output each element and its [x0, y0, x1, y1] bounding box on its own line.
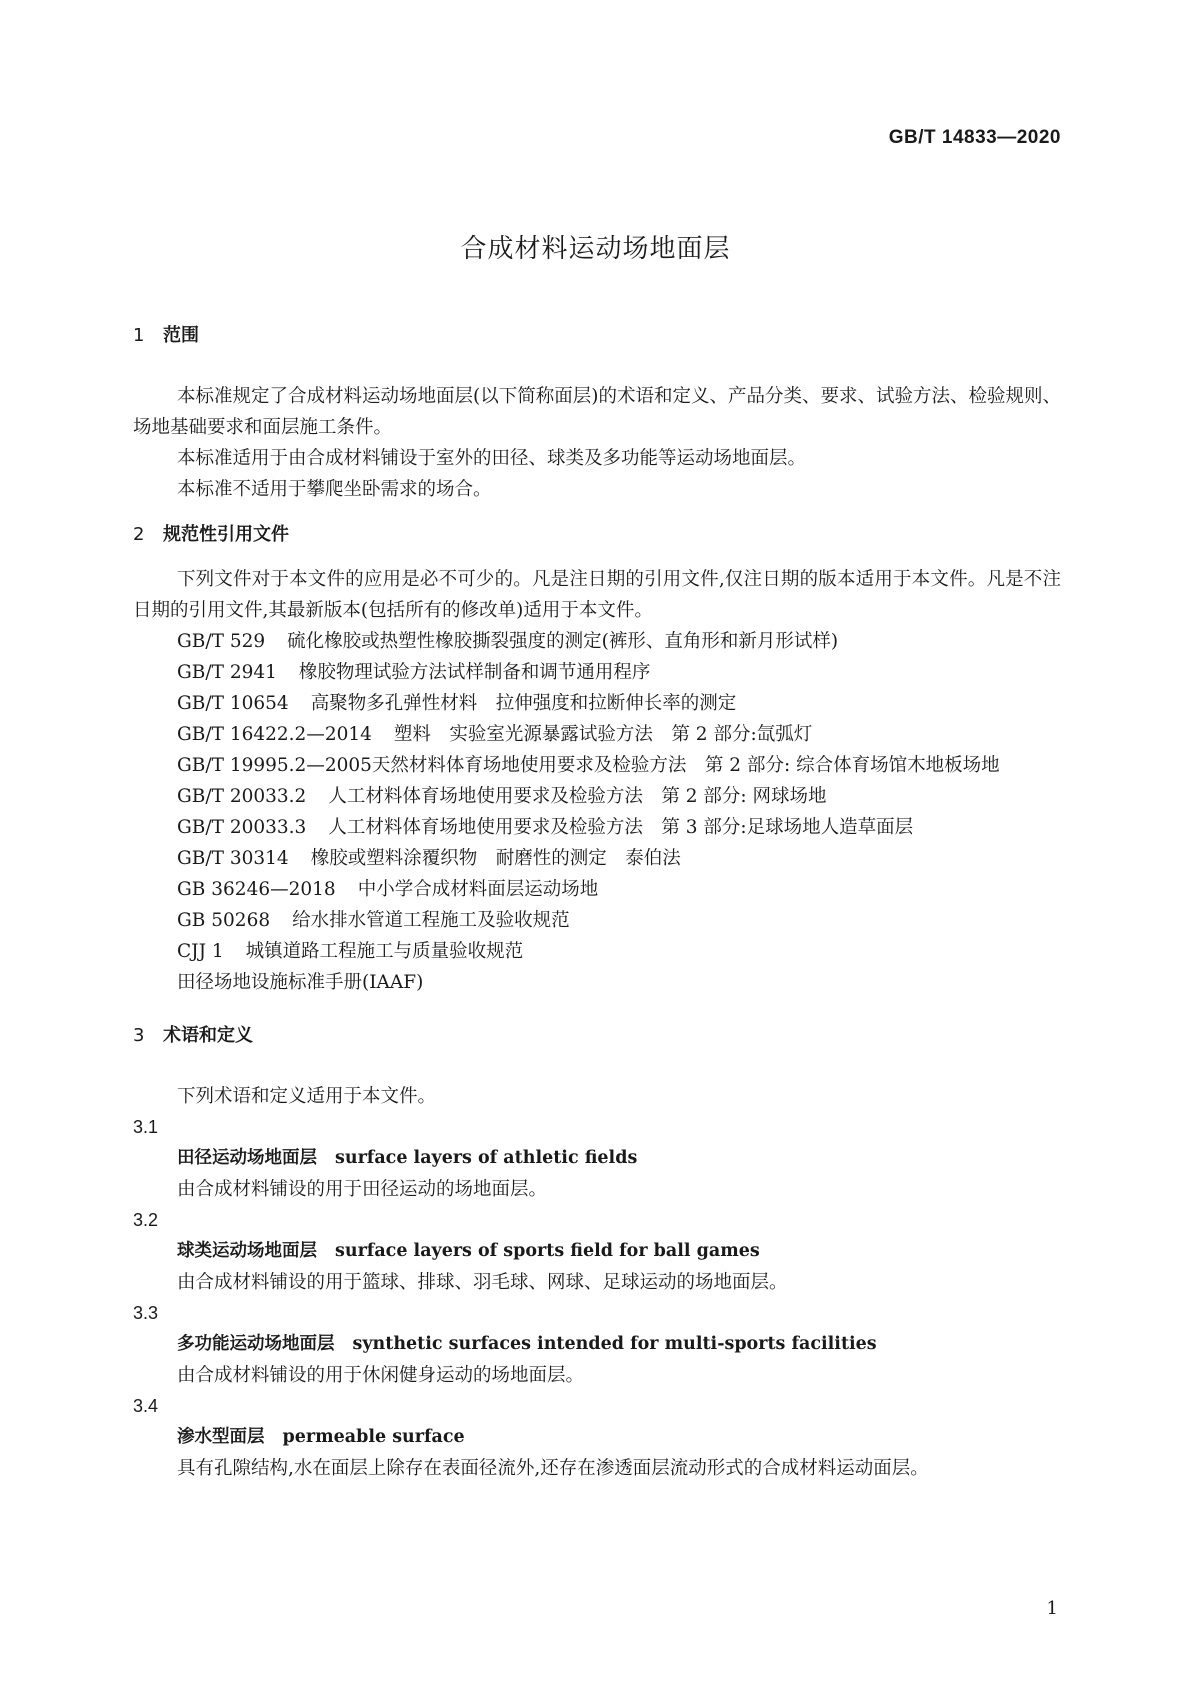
reference-item [133, 905, 1061, 936]
term-name [133, 1236, 1061, 1267]
term-zh: 球类运动场地面层 [177, 1241, 317, 1261]
reference-title: 城镇道路工程施工与质量验收规范 [245, 941, 524, 962]
reference-code: GB/T 10654 [177, 693, 289, 714]
reference-title: 塑料 实验室光源暴露试验方法 第 2 部分:氙弧灯 [393, 724, 813, 745]
paragraph: 本标准规定了合成材料运动场地面层(以下简称面层)的术语和定义、产品分类、要求、试验方法、检验规则、场地基础要求和面层施工条件。 [133, 386, 1061, 438]
reference-item [133, 843, 1061, 874]
reference-title: 人工材料体育场地使用要求及检验方法 第 3 部分:足球场地人造草面层 [328, 817, 914, 838]
reference-title: 橡胶或塑料涂覆织物 耐磨性的测定 泰伯法 [310, 848, 681, 869]
section-heading-scope [133, 320, 1061, 351]
reference-item [133, 750, 1061, 781]
term-definition: 由合成材料铺设的用于篮球、排球、羽毛球、网球、足球运动的场地面层。 [177, 1272, 788, 1293]
reference-item [133, 688, 1061, 719]
reference-title: 给水排水管道工程施工及验收规范 [292, 910, 570, 931]
term-zh: 渗水型面层 [177, 1427, 265, 1447]
term-definition: 由合成材料铺设的用于休闲健身运动的场地面层。 [177, 1365, 585, 1386]
reference-title: 人工材料体育场地使用要求及检验方法 第 2 部分: 网球场地 [328, 786, 827, 807]
reference-code: CJJ 1 [177, 941, 224, 962]
section-title: 范围 [163, 325, 199, 346]
paragraph: 下列术语和定义适用于本文件。 [177, 1086, 437, 1107]
reference-item [133, 812, 1061, 843]
reference-item [133, 936, 1061, 967]
term-definition: 由合成材料铺设的用于田径运动的场地面层。 [177, 1179, 548, 1200]
paragraph: 本标准不适用于攀爬坐卧需求的场合。 [177, 479, 492, 500]
term-en: permeable surface [282, 1427, 465, 1447]
reference-code: GB/T 20033.2 [177, 786, 307, 807]
reference-title: 高聚物多孔弹性材料 拉伸强度和拉断伸长率的测定 [310, 693, 737, 714]
reference-code: GB 50268 [177, 910, 271, 931]
term-en: surface layers of sports field for ball games [335, 1241, 760, 1261]
term-name [133, 1329, 1061, 1360]
reference-title: 硫化橡胶或热塑性橡胶撕裂强度的测定(裤形、直角形和新月形试样) [287, 631, 839, 652]
reference-code: GB/T 30314 [177, 848, 289, 869]
section-number: 2 [133, 524, 145, 545]
section-heading-references [133, 519, 1061, 550]
paragraph: 本标准适用于由合成材料铺设于室外的田径、球类及多功能等运动场地面层。 [177, 448, 807, 469]
reference-title: 中小学合成材料面层运动场地 [357, 879, 599, 900]
section-heading-terms [133, 1020, 1061, 1051]
term-en: surface layers of athletic fields [335, 1148, 638, 1168]
term-name [133, 1422, 1061, 1453]
document-title: 合成材料运动场地面层 [460, 234, 731, 264]
page-number: 1 [1046, 1598, 1058, 1619]
reference-code: GB/T 20033.3 [177, 817, 307, 838]
reference-title: 橡胶物理试验方法试样制备和调节通用程序 [298, 662, 651, 683]
section-title: 术语和定义 [163, 1025, 253, 1046]
reference-code: GB/T 2941 [177, 662, 277, 683]
term-en: synthetic surfaces intended for multi-sports facilities [352, 1334, 877, 1354]
term-definition: 具有孔隙结构,水在面层上除存在表面径流外,还存在渗透面层流动形式的合成材料运动面层。 [177, 1458, 929, 1479]
term-number: 3.1 [133, 1117, 159, 1137]
reference-item [133, 967, 1061, 998]
reference-code: GB/T 16422.2—2014 [177, 724, 372, 745]
reference-item [133, 657, 1061, 688]
term-zh: 田径运动场地面层 [177, 1148, 317, 1168]
term-number: 3.4 [133, 1396, 159, 1416]
term-name [133, 1143, 1061, 1174]
section-title: 规范性引用文件 [163, 524, 289, 545]
reference-code: GB/T 529 [177, 631, 266, 652]
standard-id: GB/T 14833—2020 [888, 127, 1061, 148]
reference-code: GB/T 19995.2—2005 [177, 755, 372, 776]
reference-item [133, 874, 1061, 905]
reference-item [133, 719, 1061, 750]
reference-title: 田径场地设施标准手册(IAAF) [177, 972, 424, 993]
reference-title: 天然材料体育场地使用要求及检验方法 第 2 部分: 综合体育场馆木地板场地 [371, 755, 1000, 776]
section-number: 1 [133, 325, 145, 346]
paragraph: 下列文件对于本文件的应用是必不可少的。凡是注日期的引用文件,仅注日期的版本适用于本文件。凡是不注日期的引用文件,其最新版本(包括所有的修改单)适用于本文件。 [133, 569, 1061, 621]
document-body [133, 320, 1061, 1484]
section-number: 3 [133, 1025, 145, 1046]
reference-code: GB 36246—2018 [177, 879, 336, 900]
term-number: 3.3 [133, 1303, 159, 1323]
term-number: 3.2 [133, 1210, 159, 1230]
reference-item [133, 626, 1061, 657]
reference-item [133, 781, 1061, 812]
term-zh: 多功能运动场地面层 [177, 1334, 335, 1354]
